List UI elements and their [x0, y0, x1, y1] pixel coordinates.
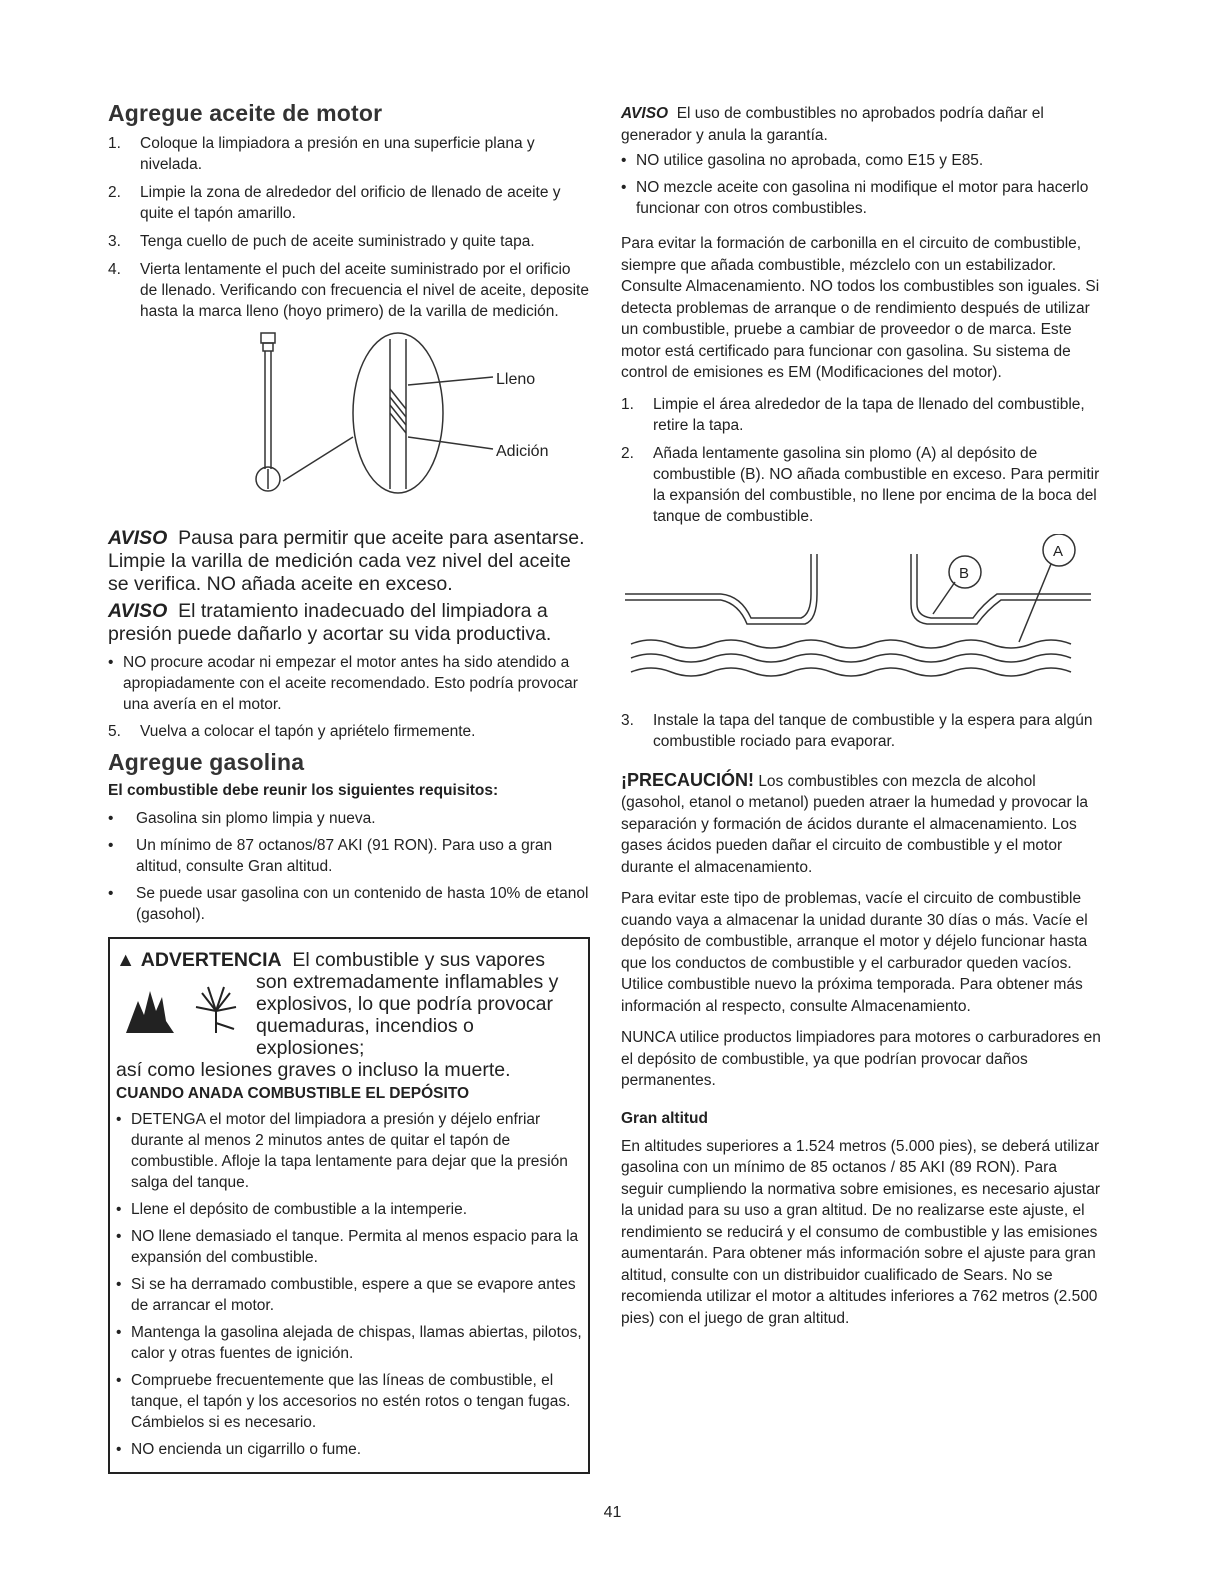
label-a: A	[1053, 542, 1064, 560]
label-lleno: Lleno	[496, 371, 536, 388]
fuel-tank-diagram	[621, 534, 1101, 704]
right-column	[621, 103, 1101, 1339]
aviso-fuel-bullet: • NO mezcle aceite con gasolina ni modifique el motor para hacerlo funcionar con otros combustibles.	[621, 179, 1089, 217]
altitude-paragraph: En altitudes superiores a 1.524 metros (5.000 pies), se deberá utilizar gasolina con un mínimo de 85 octanos / 85 AKI (89 RON). Para seguir cumpliendo la normativa sobre emisiones, es necesario ajustar la unidad para su uso a gran altitud. De no realizarse este ajuste, el rendimiento se reducirá y el consumo de combustible y las emisiones aumentarán. Para obtener más información sobre el ajuste para gran altitud, consulte con un distribuidor cualificado de Sears. No se recomienda utilizar el motor a altitudes inferiores a 762 metros (2.500 pies) con el juego de gran altitud.	[621, 1137, 1101, 1327]
aviso-treatment: AVISO El tratamiento inadecuado del limpiadora a presión puede dañarlo y acortar su vida productiva.	[108, 600, 552, 645]
warning-triangle-icon: ▲	[116, 949, 136, 971]
warning-box: ▲ ADVERTENCIA El combustible y sus vapores son extremadamente inflamables y explosivos, lo que podría provocar quemaduras, incendios o explosiones; así como lesiones graves o incluso la muerte. CUANDO ANADA COMBUSTIBLE EL DEPÓSITO • DETENGA el motor del limpiadora a presión y déjelo enfriar durante al menos 2 minutos antes de quitar el tapón de combustible. Afloje la tapa lentamente para dejar que la presión salga del tanque. • Llene el depósito de combustible a la intemperie. • NO llene demasiado el tanque. Permita al menos espacio para la expansión del combustible. • Si se ha derramado combustible, espere a que se evapore antes de arrancar el motor. • Mantenga la gasolina alejada de chispas, llamas abiertas, pilotos, calor y otras fuentes de ignición. • Compruebe frecuentemente que las líneas de combustible, el tanque, el tapón y los accesorios no estén rotos o tengan fugas. Cámbielos si es necesario. • NO encienda un cigarrillo o fume.	[108, 937, 590, 1474]
dipstick-icon	[256, 333, 353, 491]
warning-heading: ▲ ADVERTENCIA El combustible y sus vapores	[116, 949, 545, 971]
aviso-fuel-bullet: • NO utilice gasolina no aprobada, como E15 y E85.	[621, 152, 984, 169]
gas-req-item: • Un mínimo de 87 octanos/87 AKI (91 RON). Para uso a gran altitud, consulte Gran altitud.	[108, 837, 553, 875]
label-b: B	[959, 564, 970, 582]
warning-item: • Mantenga la gasolina alejada de chispas, llamas abiertas, pilotos, calor y otras fuentes de ignición.	[116, 1324, 582, 1362]
aviso-bullet: • NO procure acodar ni empezar el motor antes ha sido atendido a apropiadamente con el aceite recomendado. Esto podría provocar una avería en el motor.	[108, 654, 578, 713]
heading-add-gas: Agregue gasolina	[108, 749, 305, 775]
page-number: 41	[603, 1504, 622, 1521]
oil-step-2: 2. Limpie la zona de alrededor del orificio de llenado de aceite y quite el tapón amarillo.	[108, 184, 561, 222]
oil-step-5: 5. Vuelva a colocar el tapón y apriételo firmemente.	[108, 723, 476, 740]
gas-req-item: • Se puede usar gasolina con un contenido de hasta 10% de etanol (gasohol).	[108, 885, 589, 923]
label-adicion: Adición	[496, 443, 549, 460]
warning-item: • Llene el depósito de combustible a la intemperie.	[116, 1201, 468, 1218]
dipstick-magnified-view	[353, 333, 493, 493]
left-column	[108, 100, 590, 1474]
aviso-fuel: AVISO El uso de combustibles no aprobados podría dañar el generador y anula la garantía.	[621, 105, 1044, 144]
heading-add-oil: Agregue aceite de motor	[108, 100, 383, 126]
fire-explosion-icon	[116, 971, 256, 1041]
warning-item: • DETENGA el motor del limpiadora a presión y déjelo enfriar durante al menos 2 minutos antes de quitar el tapón de combustible. Afloje la tapa lentamente para dejar que la presión salga del tanque.	[116, 1111, 568, 1191]
warning-subheading: CUANDO ANADA COMBUSTIBLE EL DEPÓSITO	[116, 1085, 470, 1102]
gas-requirements-heading: El combustible debe reunir los siguientes requisitos:	[108, 782, 499, 799]
fuel-step-3: 3. Instale la tapa del tanque de combustible y la espera para algún combustible rociado para evaporar.	[621, 711, 1093, 750]
aviso-pause: AVISO Pausa para permitir que aceite para asentarse. Limpie la varilla de medición cada vez nivel del aceite se verifica. NO añada aceite en exceso.	[108, 527, 585, 595]
altitude-heading: Gran altitud	[621, 1109, 708, 1127]
oil-step-1: 1. Coloque la limpiadora a presión en una superficie plana y nivelada.	[108, 135, 535, 173]
warning-item: • NO encienda un cigarrillo o fume.	[116, 1441, 362, 1458]
oil-step-4: 4. Vierta lentamente el puch del aceite suministrado por el orificio de llenado. Verificando con frecuencia el nivel de aceite, deposite hasta la marca lleno (hoyo primero) de la varilla de medición.	[108, 261, 589, 320]
precaucion-paragraph: ¡PRECAUCIÓN! Los combustibles con mezcla de alcohol (gasohol, etanol o metanol) pueden atraer la humedad y provocar la separación y formación de ácidos durante el almacenamiento. Los gases ácidos pueden dañar el circuito de combustible y el motor durante el almacenamiento.	[621, 769, 1089, 876]
dipstick-diagram	[108, 329, 590, 519]
warning-item: • Si se ha derramado combustible, espere a que se evapore antes de arrancar el motor.	[116, 1276, 576, 1314]
fuel-step-1: 1. Limpie el área alrededor de la tapa de llenado del combustible, retire la tapa.	[621, 395, 1085, 434]
cleaner-paragraph: NUNCA utilice productos limpiadores para motores o carburadores en el depósito de combustible, ya que podrían provocar daños permanentes.	[621, 1029, 1101, 1089]
fuel-step-2: 2. Añada lentamente gasolina sin plomo (A) al depósito de combustible (B). NO añada combustible en exceso. Para permitir la expansión del combustible, no llene por encima de la boca del tanque de combustible.	[621, 444, 1100, 525]
oil-step-3: 3. Tenga cuello de puch de aceite suministrado y quite tapa.	[108, 233, 535, 250]
stabilizer-paragraph: Para evitar la formación de carbonilla en el circuito de combustible, siempre que añada combustible, mézclelo con un estabilizador. Consulte Almacenamiento. NO todos los combustibles son iguales. Si detecta problemas de arranque o de rendimiento después de utilizar un combustible, pruebe a cambiar de proveedor o de marca. Este motor está certificado para funcionar con gasolina. Su sistema de control de emisiones es EM (Modificaciones del motor).	[621, 235, 1100, 381]
warning-item: • Compruebe frecuentemente que las líneas de combustible, el tanque, el tapón y los accesorios no estén rotos o tengan fugas. Cámbielos si es necesario.	[116, 1372, 571, 1431]
storage-paragraph: Para evitar este tipo de problemas, vacíe el circuito de combustible cuando vaya a almacenar la unidad durante 30 días o más. Vacíe el depósito de combustible, arranque el motor y déjelo funcionar hasta que los conductos de combustible y el carburador queden vacíos. Utilice combustible nuevo la próxima temporada. Para obtener más información al respecto, consulte Almacenamiento.	[621, 890, 1088, 1015]
warning-item: • NO llene demasiado el tanque. Permita al menos espacio para la expansión del combustible.	[116, 1228, 579, 1266]
gas-req-item: • Gasolina sin plomo limpia y nueva.	[108, 810, 376, 827]
